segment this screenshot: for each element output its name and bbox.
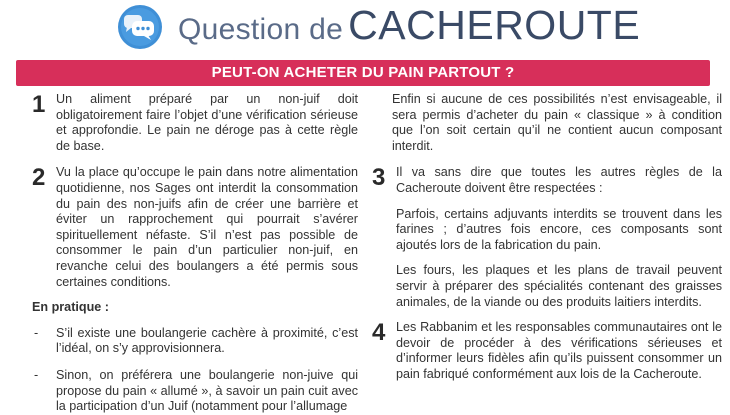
detail-paragraph: Parfois, certains adjuvants interdits se trouvent dans les farines ; d’autres fois encore, ces composants sont ajoutés lors de la fabrication du pain. <box>396 206 722 252</box>
bullet-dash: - <box>34 367 39 382</box>
title-part2: CACHEROUTE <box>348 2 641 48</box>
point-number: 2 <box>32 164 46 192</box>
point-text: Il va sans dire que toutes les autres règles de la Cacheroute doivent être respectées : <box>396 165 722 195</box>
point-number: 4 <box>372 319 386 347</box>
point-3 <box>372 165 722 196</box>
bullet-text: S’il existe une boulangerie cachère à proximité, c’est l’idéal, on s’y approvisionnera. <box>56 325 358 356</box>
right-column <box>372 92 722 383</box>
bullet-item <box>32 368 358 415</box>
point-2 <box>32 165 358 290</box>
point-text: Vu la place qu’occupe le pain dans notre alimentation quotidienne, nos Sages ont interdit la consommation du pain des non-juifs afin de créer une barrière et éviter un rapprochement qui pourrait s’avérer spirituellement néfaste. S’il n’est pas possible de consommer le pain d’un particulier non-juif, en revanche celui des boulangers a été permis sous certaines conditions. <box>56 165 358 289</box>
point-text: Un aliment préparé par un non-juif doit obligatoirement faire l’objet d’une vérification sérieuse et approfondie. Le pain ne déroge pas à cette règle de base. <box>56 92 358 153</box>
continuation-paragraph: Enfin si aucune de ces possibilités n’est envisageable, il sera permis d’acheter du pain « classique » à condition que l’on soit certain qu’il ne contient aucun composant interdit. <box>392 92 722 153</box>
practice-heading: En pratique : <box>32 300 109 315</box>
point-1 <box>32 92 358 154</box>
point-number: 1 <box>32 91 46 118</box>
point-text: Les Rabbanim et les responsables communautaires ont le devoir de procéder à des vérifications sérieuses et d’informer leurs fidèles afin qu’ils puissent consommer un pain fabriqué conformément aux lois de la Cacheroute. <box>396 320 722 381</box>
speech-bubbles-icon <box>112 3 164 51</box>
header <box>0 0 730 56</box>
bullet-item <box>32 326 358 357</box>
point-4 <box>372 320 722 382</box>
bullet-text: Sinon, on préférera une boulangerie non-juive qui propose du pain « allumé », à savoir un pain cuit avec la participation d’un Juif (notamment pour l’allumage <box>56 367 358 414</box>
question-banner <box>16 60 710 86</box>
page-title <box>178 2 640 52</box>
question-text: PEUT-ON ACHETER DU PAIN PARTOUT ? <box>211 64 515 81</box>
title-part1: Question de <box>178 13 344 46</box>
detail-paragraph: Les fours, les plaques et les plans de travail peuvent servir à préparer des spécialités contenant des graisses animales, de la viande ou des produits laitiers interdits. <box>396 263 722 309</box>
point-number: 3 <box>372 164 386 192</box>
left-column <box>32 92 358 415</box>
bullet-dash: - <box>34 325 39 340</box>
